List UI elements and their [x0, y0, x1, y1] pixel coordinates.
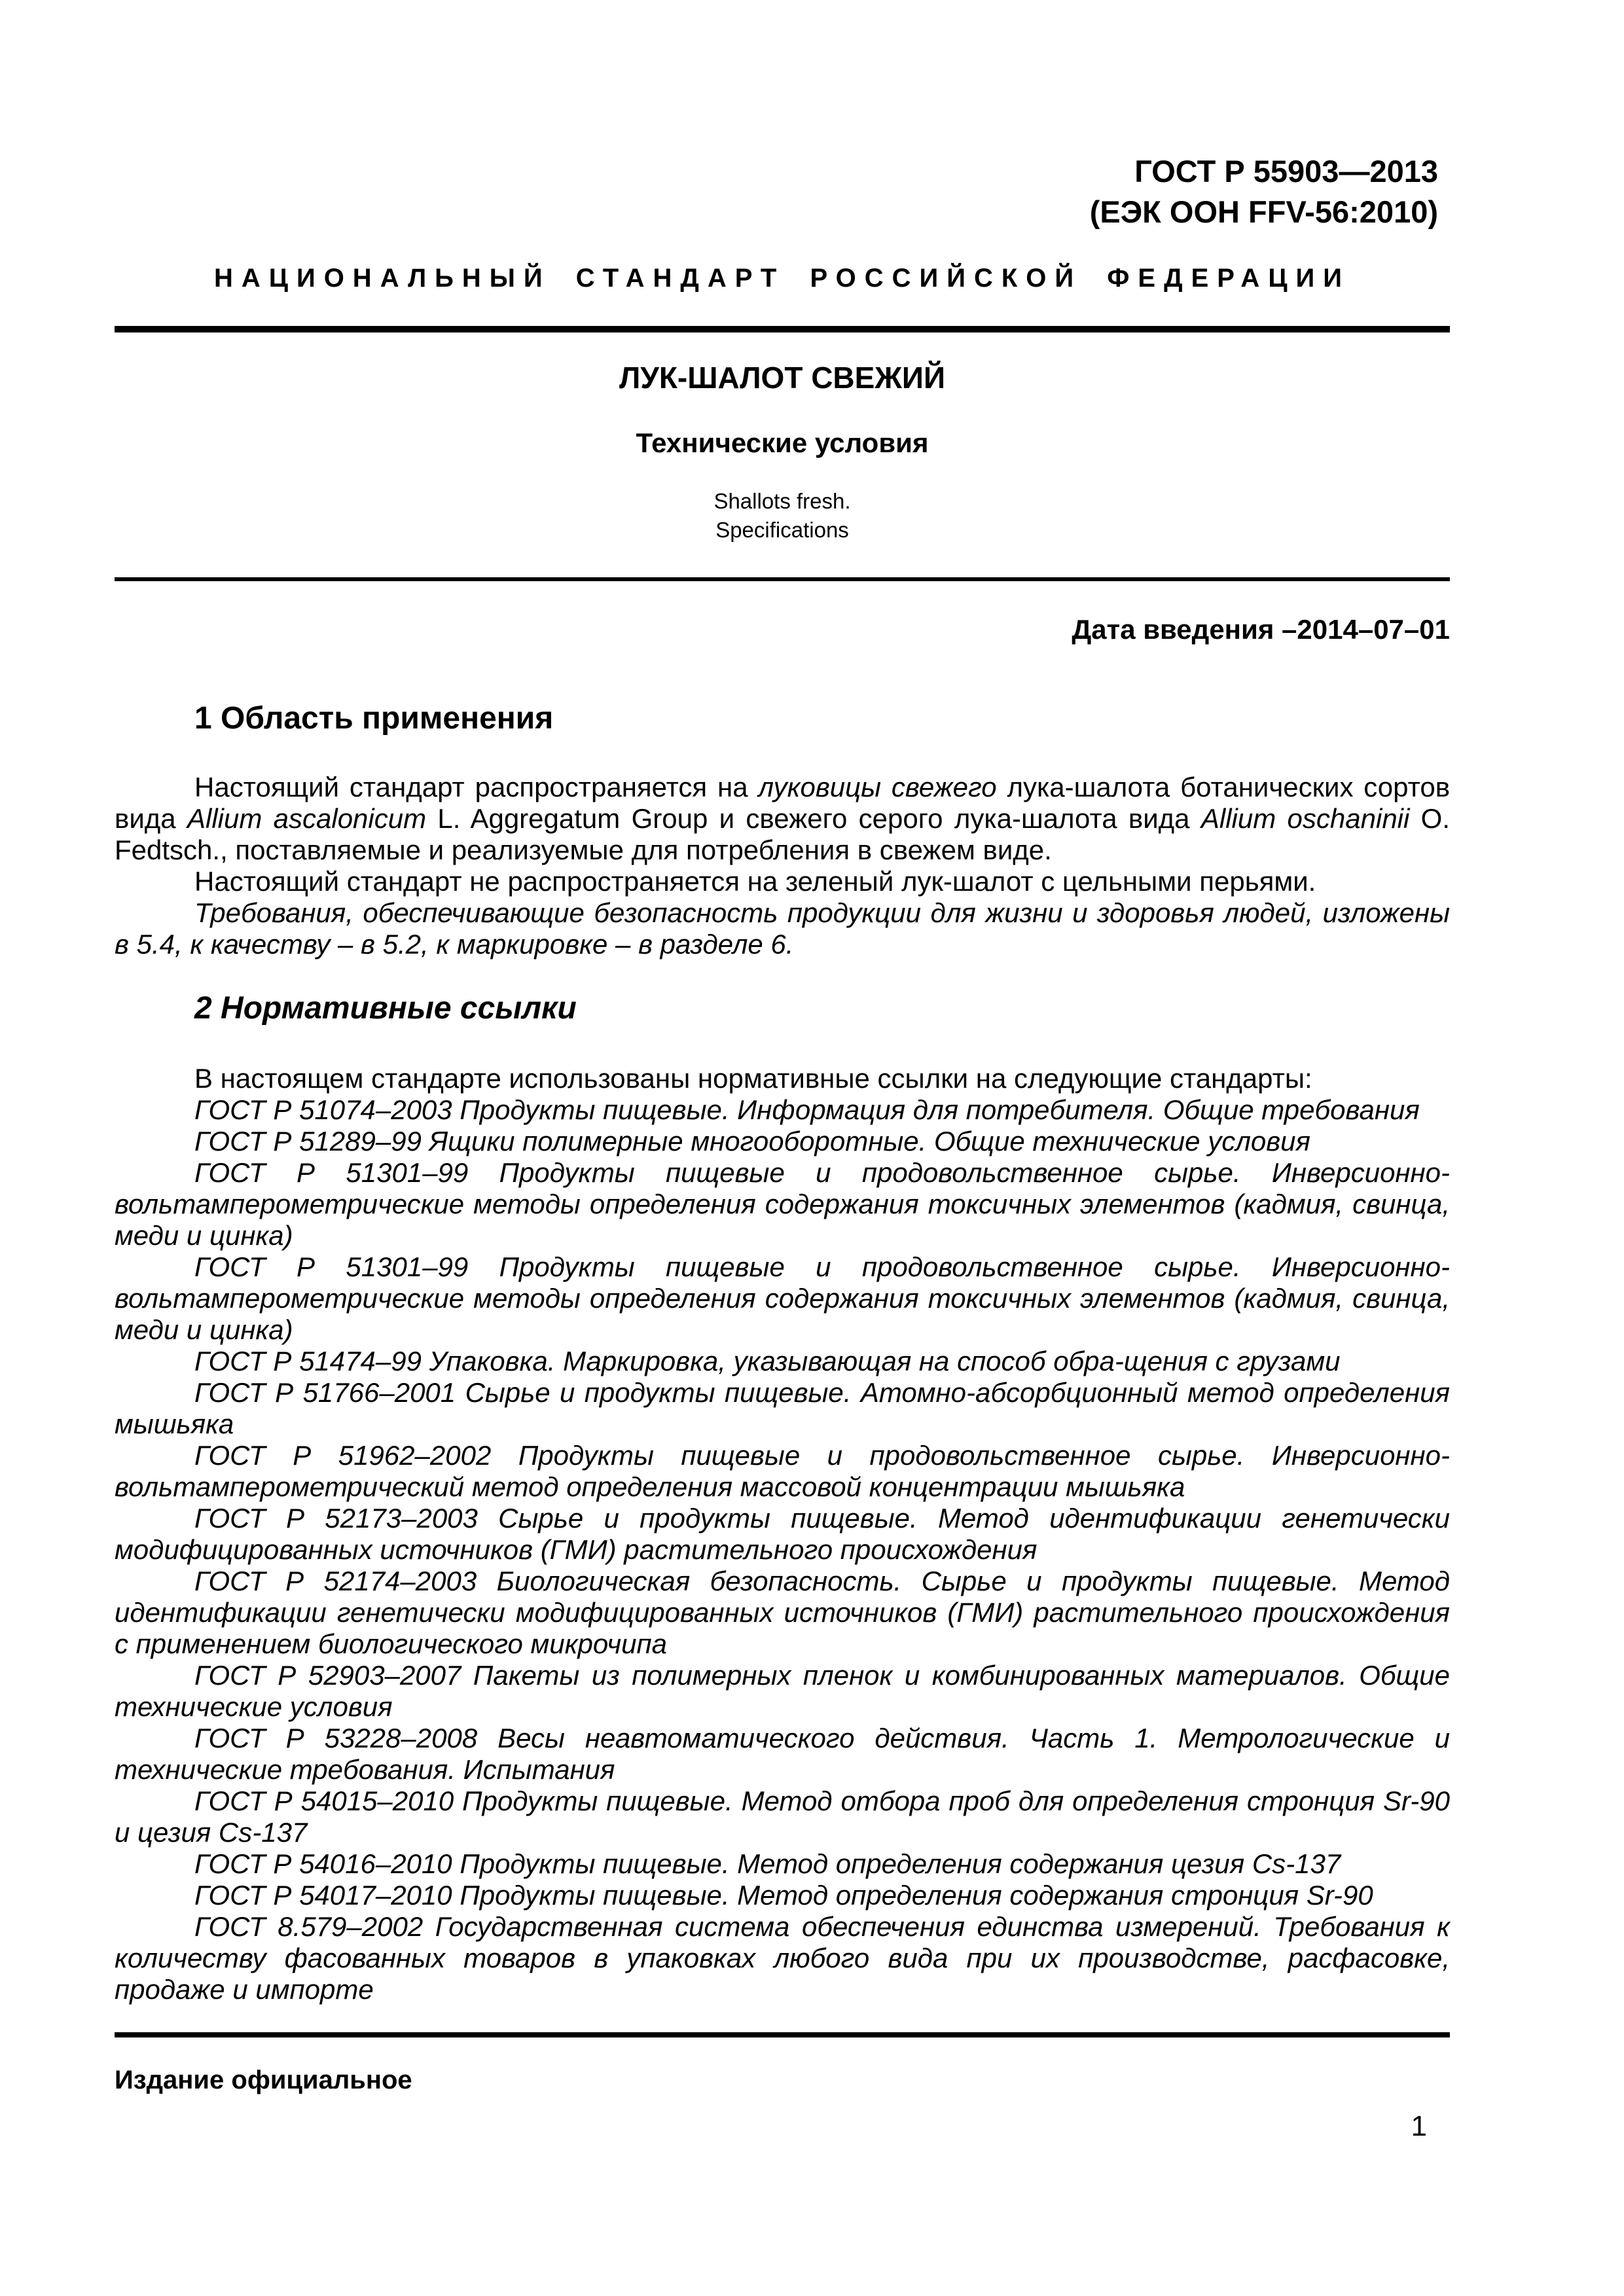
reference-item: ГОСТ Р 51289–99 Ящики полимерные многооборотные. Общие технические условия	[194, 1126, 1310, 1157]
document-subtitle: Технические условия	[636, 427, 929, 458]
effective-date: Дата введения –2014–07–01	[1072, 614, 1450, 645]
separator-bar-thin	[115, 577, 1450, 581]
reference-item: ГОСТ 8.579–2002 Государственная система обеспечения единства измерений. Требования к количеству фасованных товаров в упаковках любого вида при их производстве, расфасовке, продаже и импорте	[115, 1911, 1450, 2005]
section-1-paragraph-1	[115, 772, 1450, 866]
official-edition-note: Издание официальное	[115, 2066, 412, 2094]
paragraph-run: O. Fedtsch., поставляемые и реализуемые для потребления в свежем виде.	[115, 803, 1451, 865]
reference-item: ГОСТ Р 54017–2010 Продукты пищевые. Метод определения содержания стронция Sr-90	[194, 1880, 1373, 1910]
document-title: ЛУК-ШАЛОТ СВЕЖИЙ	[619, 361, 946, 395]
title-english-line-1: Shallots fresh.	[713, 489, 851, 513]
section-1-paragraph-2: Настоящий стандарт не распространяется на зеленый лук-шалот с цельными перьями.	[194, 866, 1316, 897]
reference-item: ГОСТ Р 51474–99 Упаковка. Маркировка, указывающая на способ обра-щения с грузами	[194, 1346, 1341, 1376]
reference-item: ГОСТ Р 51301–99 Продукты пищевые и продовольственное сырье. Инверсионно-вольтамперометрические методы определения содержания токсичных элементов (кадмия, свинца, меди и цинка)	[115, 1157, 1450, 1251]
national-standard-banner: НАЦИОНАЛЬНЫЙ СТАНДАРТ РОССИЙСКОЙ ФЕДЕРАЦИИ	[213, 264, 1351, 293]
doc-number-secondary: (ЕЭК ООН FFV-56:2010)	[1089, 194, 1438, 229]
section-2-heading: 2 Нормативные ссылки	[194, 991, 577, 1026]
title-english-line-2: Specifications	[715, 518, 849, 542]
reference-item: ГОСТ Р 51766–2001 Сырье и продукты пищевые. Атомно-абсорбционный метод определения мышьяка	[115, 1377, 1450, 1439]
separator-bar-top	[115, 326, 1450, 332]
reference-item: ГОСТ Р 54015–2010 Продукты пищевые. Метод отбора проб для определения стронция Sr-90 и цезия Cs-137	[115, 1785, 1450, 1848]
reference-item: ГОСТ Р 51962–2002 Продукты пищевые и продовольственное сырье. Инверсионно-вольтамперометрический метод определения массовой концентрации мышьяка	[115, 1440, 1450, 1502]
document-title-english	[115, 487, 1450, 545]
reference-item: ГОСТ Р 51301–99 Продукты пищевые и продовольственное сырье. Инверсионно-вольтамперометрические методы определения содержания токсичных элементов (кадмия, свинца, меди и цинка)	[115, 1251, 1450, 1345]
paragraph-run-italic: Allium ascalonicum	[187, 803, 427, 834]
reference-item: ГОСТ Р 51074–2003 Продукты пищевые. Информация для потребителя. Общие требования	[194, 1094, 1420, 1125]
paragraph-run: L. Aggregatum Group и свежего серого лука-шалота вида	[426, 803, 1201, 834]
paragraph-run-italic: луковицы свежего	[758, 772, 997, 802]
section-1-paragraph-3: Требования, обеспечивающие безопасность продукции для жизни и здоровья людей, изложены в 5.4, к качеству – в 5.2, к маркировке – в разделе 6.	[115, 897, 1450, 960]
section-2-intro: В настоящем стандарте использованы нормативные ссылки на следующие стандарты:	[194, 1063, 1312, 1094]
section-1-heading: 1 Область применения	[194, 701, 554, 736]
separator-bar-footer	[115, 2032, 1450, 2037]
doc-number-block	[115, 151, 1450, 232]
reference-item: ГОСТ Р 52173–2003 Сырье и продукты пищевые. Метод идентификации генетически модифицированных источников (ГМИ) растительного происхождения	[115, 1503, 1450, 1565]
paragraph-run: лука-шалота ботанических сортов вида	[115, 772, 1451, 834]
page-number: 1	[1411, 2110, 1427, 2142]
reference-item: ГОСТ Р 53228–2008 Весы неавтоматического действия. Часть 1. Метрологические и технические требования. Испытания	[115, 1723, 1450, 1785]
doc-number: ГОСТ Р 55903—2013	[1134, 154, 1438, 188]
paragraph-run-italic: Allium oschaninii	[1200, 803, 1410, 834]
reference-item: ГОСТ Р 52174–2003 Биологическая безопасность. Сырье и продукты пищевые. Метод идентификации генетически модифицированных источников (ГМИ) растительного происхождения с применением биологического микрочипа	[115, 1566, 1450, 1659]
reference-item: ГОСТ Р 54016–2010 Продукты пищевые. Метод определения содержания цезия Cs-137	[194, 1848, 1341, 1879]
paragraph-run: Настоящий стандарт распространяется на	[194, 772, 759, 802]
reference-item: ГОСТ Р 52903–2007 Пакеты из полимерных пленок и комбинированных материалов. Общие технические условия	[115, 1660, 1450, 1722]
